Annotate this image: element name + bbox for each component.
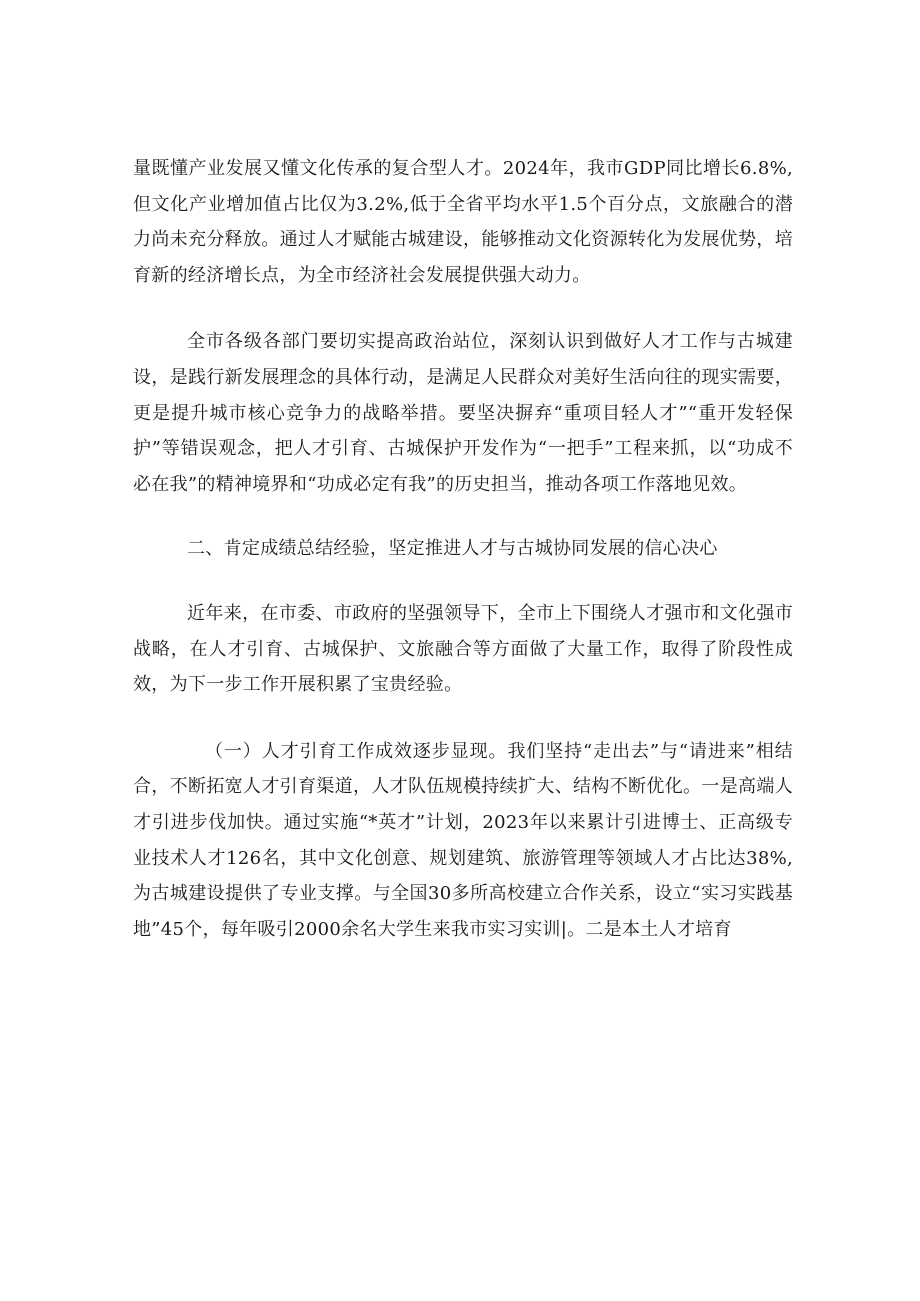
paragraph-continued: 量既懂产业发展又懂文化传承的复合型人才。2024年，我市GDP同比增长6.8%,但文化产业增加值占比仅为3.2%,低于全省平均水平1.5个百分点，文旅融合的潜力尚未充分释放。通过人才赋能古城建设，能够推动文化资源转化为发展优势，培育新的经济增长点，为全市经济社会发展提供强大动力。 [133, 158, 793, 286]
document-body [133, 151, 793, 947]
paragraph-talent-introduction: （一）人才引育工作成效逐步显现。我们坚持“走出去”与“请进来”相结合，不断拓宽人才引育渠道，人才队伍规模持续扩大、结构不断优化。一是高端人才引进步伐加快。通过实施“*英才”计划，2023年以来累计引进博士、正高级专业技术人才126名，其中文化创意、规划建筑、旅游管理等领域人才占比达38%,为古城建设提供了专业支撑。与全国30多所高校建立合作关系，设立“实习实践基地”45个，每年吸引2000余名大学生来我市实习实训|。二是本土人才培育 [133, 740, 793, 940]
paragraph-political-stance: 全市各级各部门要切实提高政治站位，深刻认识到做好人才工作与古城建设，是践行新发展理念的具体行动，是满足人民群众对美好生活向往的现实需要，更是提升城市核心竞争力的战略举措。要坚决摒弃“重项目轻人才”“重开发轻保护”等错误观念，把人才引育、古城保护开发作为“一把手”工程来抓，以“功成不必在我”的精神境界和“功成必定有我”的历史担当，推动各项工作落地见效。 [133, 331, 793, 495]
paragraph-recent-achievements: 近年来，在市委、市政府的坚强领导下，全市上下围绕人才强市和文化强市战略，在人才引育、古城保护、文旅融合等方面做了大量工作，取得了阶段性成效，为下一步工作开展积累了宝贵经验。 [133, 602, 793, 696]
section-heading-two: 二、肯定成绩总结经验，坚定推进人才与古城协同发展的信心决心 [187, 538, 718, 560]
